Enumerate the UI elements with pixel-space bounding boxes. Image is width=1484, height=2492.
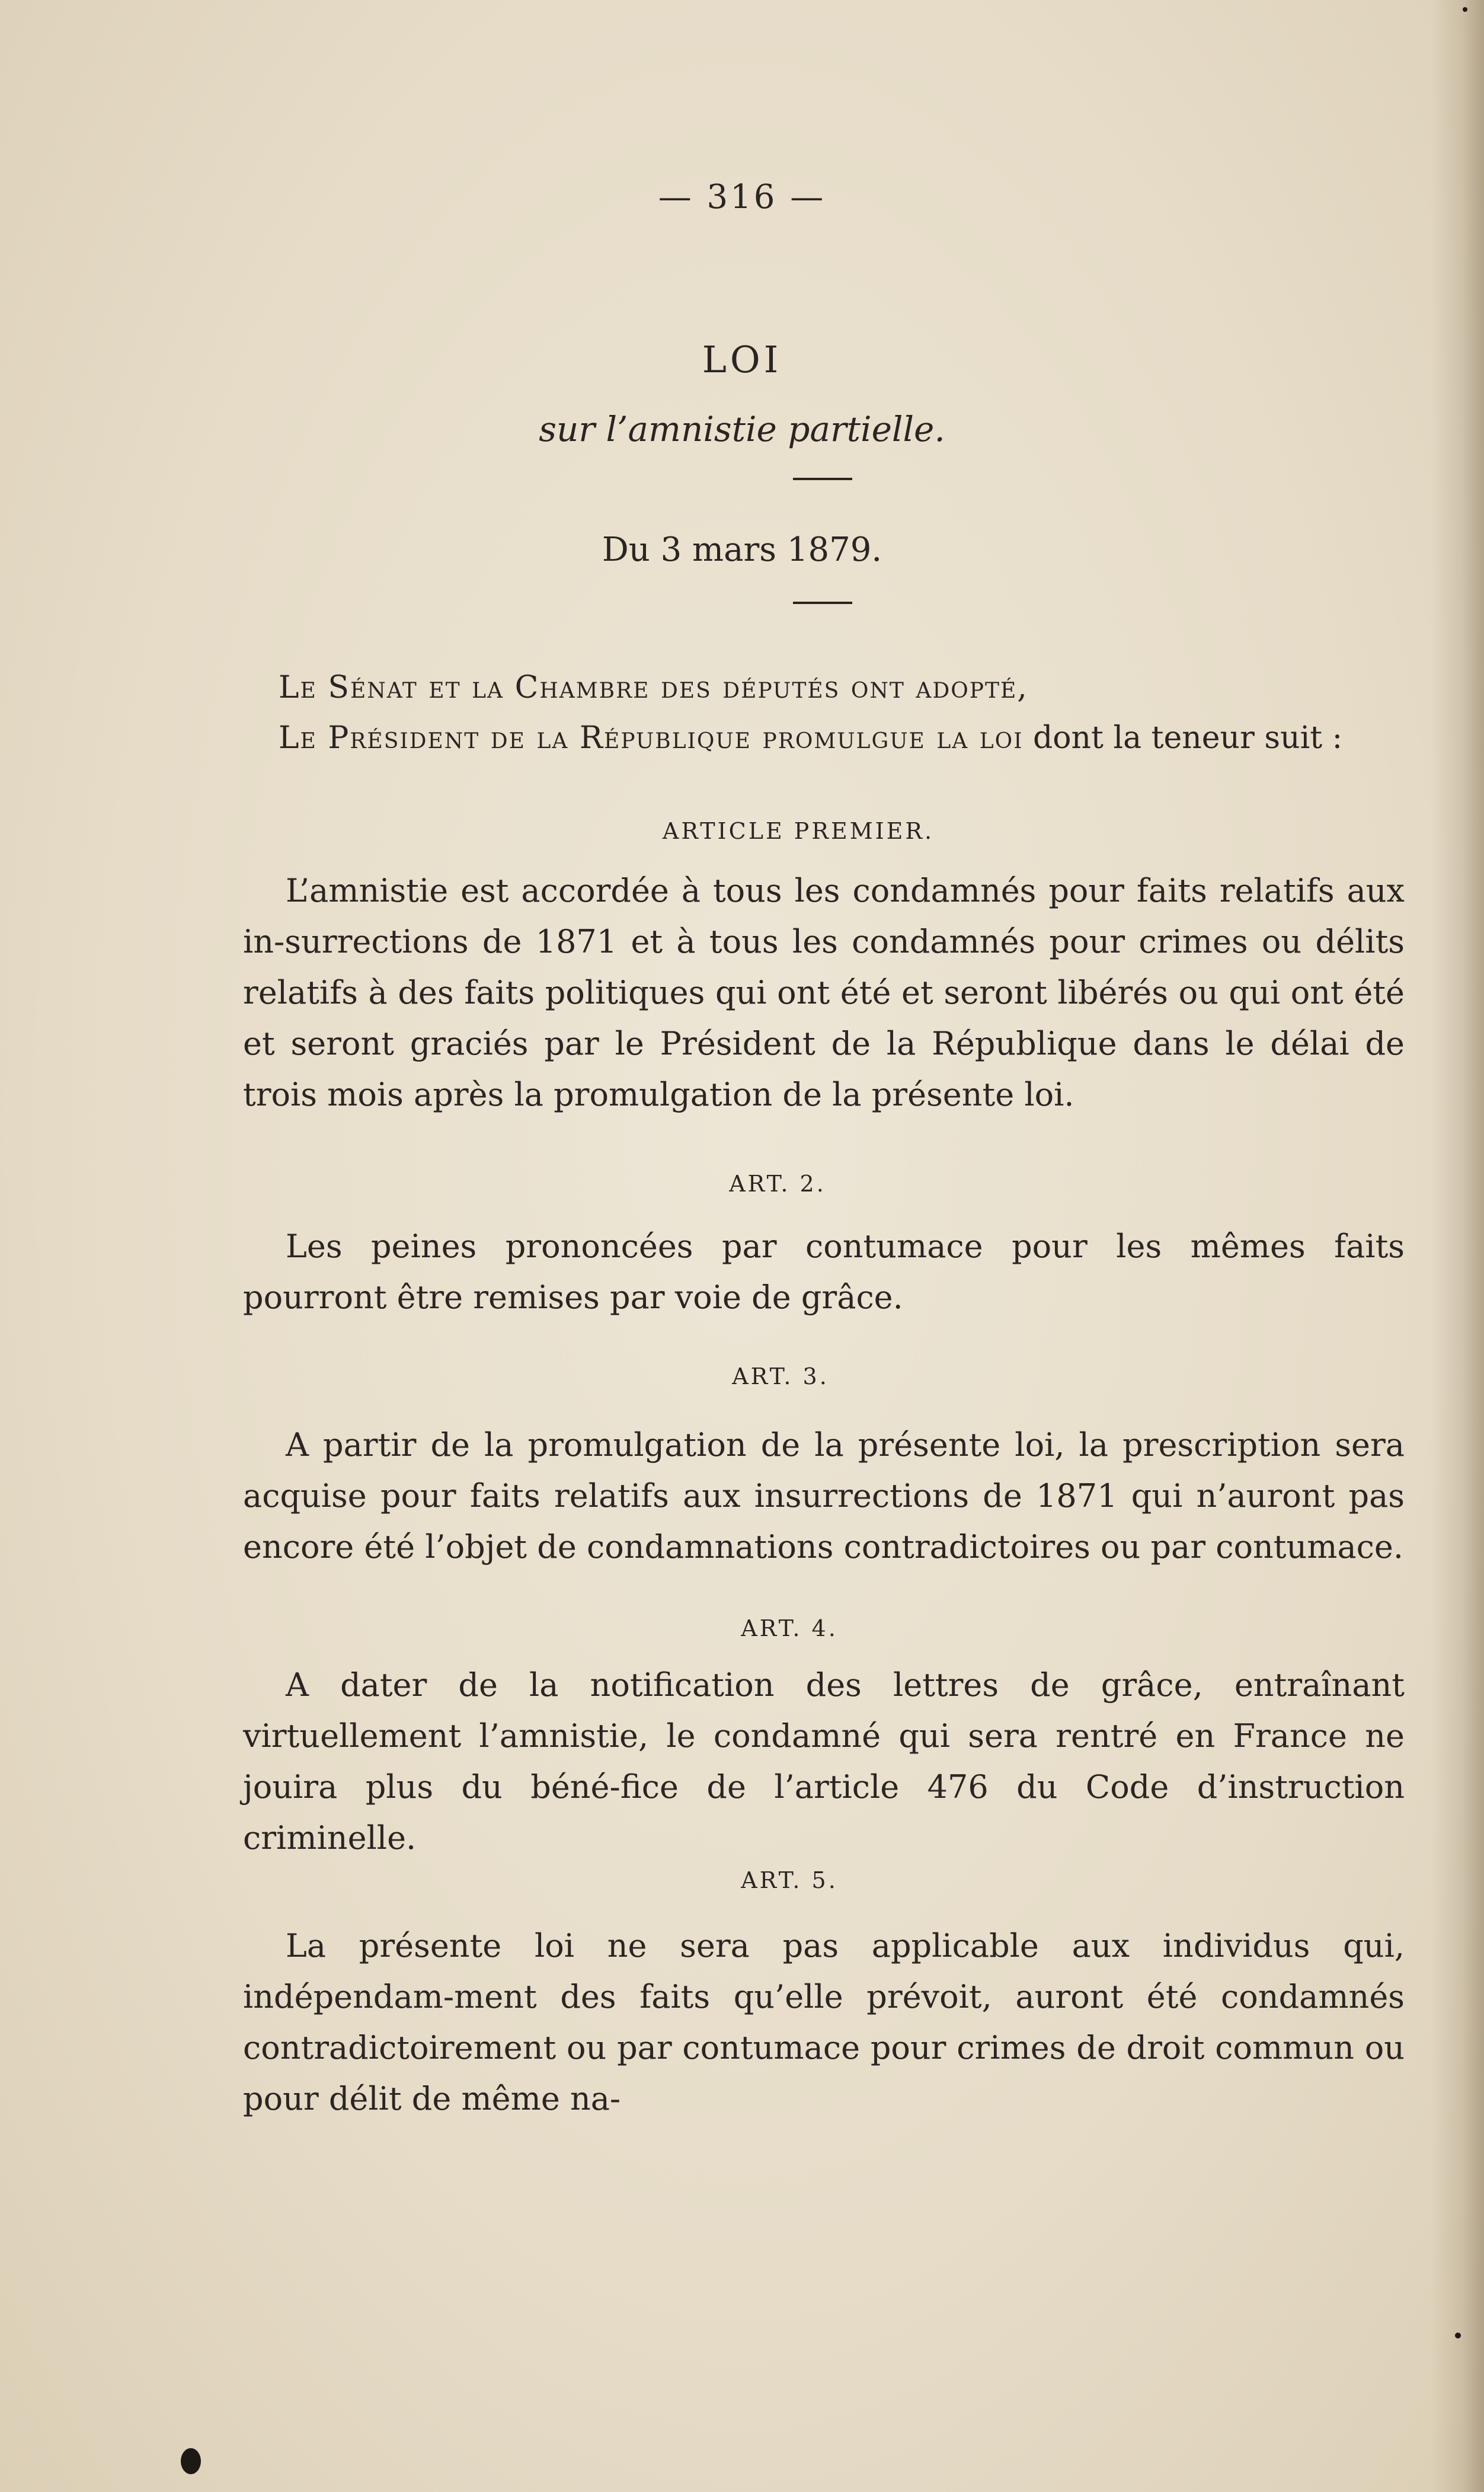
article-text: Les peines prononcées par contumace pour les mêmes faits pourront être remises par voie de grâce. <box>243 1228 1405 1316</box>
ink-speck <box>181 2448 201 2474</box>
ink-speck <box>1463 7 1467 12</box>
ink-speck <box>1455 2333 1461 2338</box>
preamble-line-2 <box>279 720 1405 756</box>
preamble-line-1 <box>279 670 1405 705</box>
preamble-text: dont la teneur suit : <box>1023 720 1343 756</box>
article-text: A dater de la notification des lettres de grâce, entraînant virtuellement l’amnistie, le condamné qui sera rentré en France ne jouira plus du béné-fice de l’article 476 du Code d’instruction criminelle. <box>243 1666 1405 1857</box>
divider-rule <box>793 602 852 604</box>
preamble-text: Le Sénat et la Chambre des députés ont adopté, <box>279 670 1028 705</box>
article-text: La présente loi ne sera pas applicable aux individus qui, indépendam-ment des faits qu’elle prévoit, auront été condamnés contradictoirement ou par contumace pour crimes de droit commun ou pour délit de même na- <box>243 1927 1405 2117</box>
preamble-text: Le Président de la République promulgue la loi <box>279 720 1024 756</box>
article-text: A partir de la promulgation de la présente loi, la prescription sera acquise pour faits relatifs aux insurrections de 1871 qui n’auront pas encore été l’objet de condamnations contradictoires ou par contumace. <box>243 1426 1405 1566</box>
law-subtitle: sur l’amnistie partielle. <box>539 409 945 449</box>
article-heading: ART. 2. <box>729 1171 826 1197</box>
article-heading: ART. 4. <box>741 1615 838 1641</box>
article-heading: ART. 3. <box>732 1363 829 1389</box>
article-heading: ARTICLE PREMIER. <box>662 818 935 844</box>
divider-rule <box>793 478 852 480</box>
page-number: — 316 — <box>658 178 826 216</box>
law-title: LOI <box>702 338 782 381</box>
article-heading: ART. 5. <box>741 1867 838 1893</box>
law-date: Du 3 mars 1879. <box>602 531 882 569</box>
article-text: L’amnistie est accordée à tous les condamnés pour faits relatifs aux in-surrections de 1871 et à tous les condamnés pour crimes ou délits relatifs à des faits politiques qui ont été et seront libérés ou qui ont été et seront graciés par le Président de la République dans le délai de trois mois après la promulgation de la présente loi. <box>243 872 1405 1113</box>
